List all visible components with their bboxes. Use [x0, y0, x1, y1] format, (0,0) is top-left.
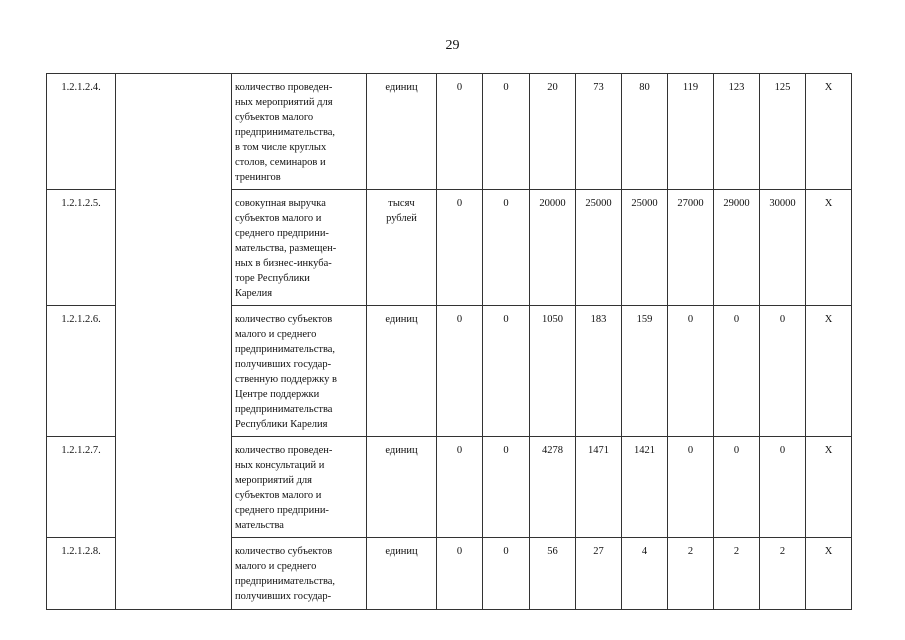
- mark-cell: Х: [806, 190, 852, 306]
- indicator-cell: количество субъектов малого и среднего предпринимательства, получивших государ-: [232, 538, 367, 610]
- row-code: 1.2.1.2.5.: [47, 190, 116, 306]
- value-cell: 0: [437, 74, 483, 190]
- value-cell: 0: [483, 190, 530, 306]
- row-code: 1.2.1.2.7.: [47, 437, 116, 538]
- table-body: [47, 74, 852, 610]
- value-cell: 2: [668, 538, 714, 610]
- page-number: 29: [445, 38, 460, 53]
- value-cell: 30000: [760, 190, 806, 306]
- value-cell: 183: [576, 306, 622, 437]
- value-cell: 1471: [576, 437, 622, 538]
- value-cell: 0: [483, 306, 530, 437]
- value-cell: 4278: [530, 437, 576, 538]
- value-cell: 80: [622, 74, 668, 190]
- unit-cell: единиц: [367, 306, 437, 437]
- value-cell: 0: [437, 437, 483, 538]
- unit-cell: единиц: [367, 538, 437, 610]
- value-cell: 119: [668, 74, 714, 190]
- value-cell: 20: [530, 74, 576, 190]
- mark-cell: Х: [806, 437, 852, 538]
- value-cell: 159: [622, 306, 668, 437]
- value-cell: 0: [668, 306, 714, 437]
- indicators-table: [46, 73, 852, 610]
- value-cell: 0: [483, 437, 530, 538]
- merged-empty-cell: [116, 74, 232, 610]
- value-cell: 0: [437, 190, 483, 306]
- value-cell: 4: [622, 538, 668, 610]
- indicator-cell: количество проведен- ных консультаций и мероприятий для субъектов малого и среднего предприни- мательства: [232, 437, 367, 538]
- value-cell: 1050: [530, 306, 576, 437]
- indicator-cell: количество проведен- ных мероприятий для субъектов малого предпринимательства, в том числе круглых столов, семинаров и тренингов: [232, 74, 367, 190]
- mark-cell: Х: [806, 306, 852, 437]
- value-cell: 0: [437, 306, 483, 437]
- unit-cell: тысяч рублей: [367, 190, 437, 306]
- value-cell: 73: [576, 74, 622, 190]
- value-cell: 25000: [622, 190, 668, 306]
- value-cell: 125: [760, 74, 806, 190]
- value-cell: 2: [760, 538, 806, 610]
- unit-cell: единиц: [367, 437, 437, 538]
- row-code: 1.2.1.2.6.: [47, 306, 116, 437]
- value-cell: 0: [668, 437, 714, 538]
- value-cell: 123: [714, 74, 760, 190]
- value-cell: 56: [530, 538, 576, 610]
- value-cell: 2: [714, 538, 760, 610]
- mark-cell: Х: [806, 74, 852, 190]
- value-cell: 27000: [668, 190, 714, 306]
- value-cell: 0: [714, 437, 760, 538]
- value-cell: 29000: [714, 190, 760, 306]
- indicator-cell: количество субъектов малого и среднего предпринимательства, получивших государ- ственную поддержку в Центре поддержки предпринимательства Республики Карелия: [232, 306, 367, 437]
- value-cell: 25000: [576, 190, 622, 306]
- table-row: [47, 74, 852, 190]
- row-code: 1.2.1.2.4.: [47, 74, 116, 190]
- value-cell: 1421: [622, 437, 668, 538]
- value-cell: 0: [483, 74, 530, 190]
- value-cell: 20000: [530, 190, 576, 306]
- value-cell: 0: [483, 538, 530, 610]
- row-code: 1.2.1.2.8.: [47, 538, 116, 610]
- value-cell: 0: [714, 306, 760, 437]
- mark-cell: Х: [806, 538, 852, 610]
- value-cell: 27: [576, 538, 622, 610]
- indicator-cell: совокупная выручка субъектов малого и среднего предприни- мательства, размещен- ных в бизнес-инкуба- торе Республики Карелия: [232, 190, 367, 306]
- unit-cell: единиц: [367, 74, 437, 190]
- value-cell: 0: [760, 437, 806, 538]
- value-cell: 0: [437, 538, 483, 610]
- value-cell: 0: [760, 306, 806, 437]
